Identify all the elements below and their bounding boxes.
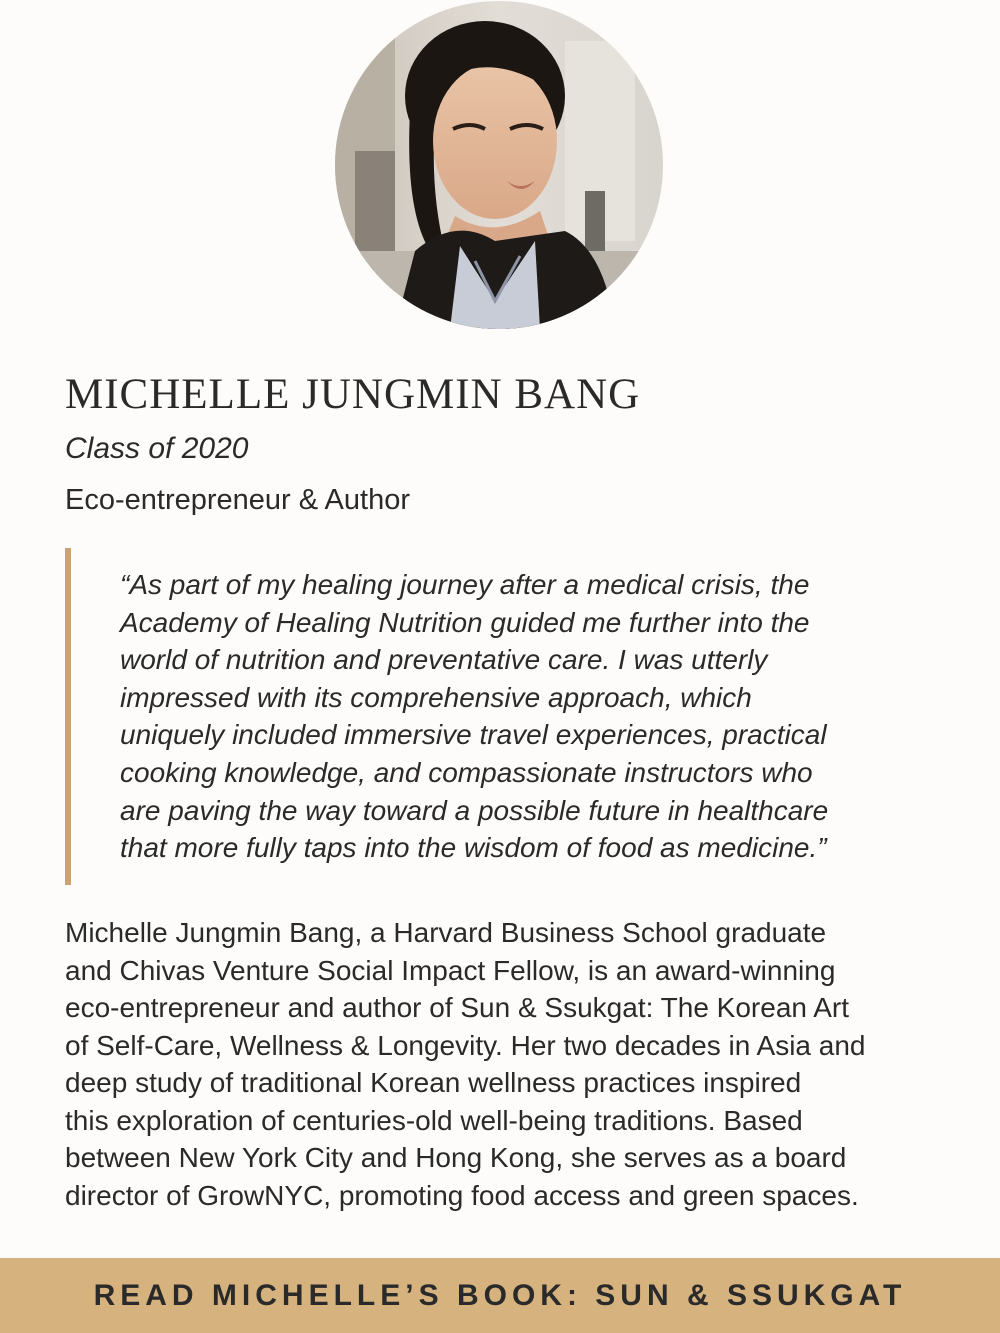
testimonial-quote: [120, 566, 970, 867]
bio-paragraph: [65, 914, 985, 1214]
quote-line: cooking knowledge, and compassionate instructors who: [120, 756, 813, 788]
bio-line: between New York City and Hong Kong, she serves as a board: [65, 1142, 847, 1173]
quote-line: uniquely included immersive travel experiences, practical: [120, 719, 827, 751]
bio-line: and Chivas Venture Social Impact Fellow, is an award-winning: [65, 954, 836, 986]
quote-line: “As part of my healing journey after a medical crisis, the: [120, 569, 810, 600]
bio-line: eco-entrepreneur and author of Sun & Ssukgat: The Korean Art: [65, 992, 849, 1023]
bio-line: director of GrowNYC, promoting food access and green spaces.: [65, 1179, 859, 1211]
quote-line: are paving the way toward a possible future in healthcare: [120, 794, 829, 826]
class-year: Class of 2020: [65, 432, 249, 465]
bio-line: deep study of traditional Korean wellness practices inspired: [65, 1067, 802, 1098]
portrait-illustration: [335, 1, 663, 329]
bio-line: of Self-Care, Wellness & Longevity. Her two decades in Asia and: [65, 1029, 866, 1061]
quote-line: Academy of Healing Nutrition guided me further into the: [120, 606, 810, 638]
read-book-button[interactable]: [0, 1258, 1000, 1333]
profile-role: Eco-entrepreneur & Author: [65, 484, 410, 516]
profile-name: MICHELLE JUNGMIN BANG: [65, 371, 641, 418]
read-book-label: READ MICHELLE’S BOOK: SUN & SSUKGAT: [93, 1278, 907, 1312]
quote-accent-bar: [65, 548, 71, 885]
quote-line: world of nutrition and preventative care. I was utterly: [120, 644, 768, 676]
quote-line: that more fully taps into the wisdom of food as medicine.”: [120, 832, 827, 864]
profile-photo: [335, 1, 663, 329]
quote-line: impressed with its comprehensive approach, which: [120, 681, 752, 713]
bio-line: Michelle Jungmin Bang, a Harvard Business School graduate: [65, 917, 827, 948]
bio-line: this exploration of centuries-old well-being traditions. Based: [65, 1104, 803, 1136]
